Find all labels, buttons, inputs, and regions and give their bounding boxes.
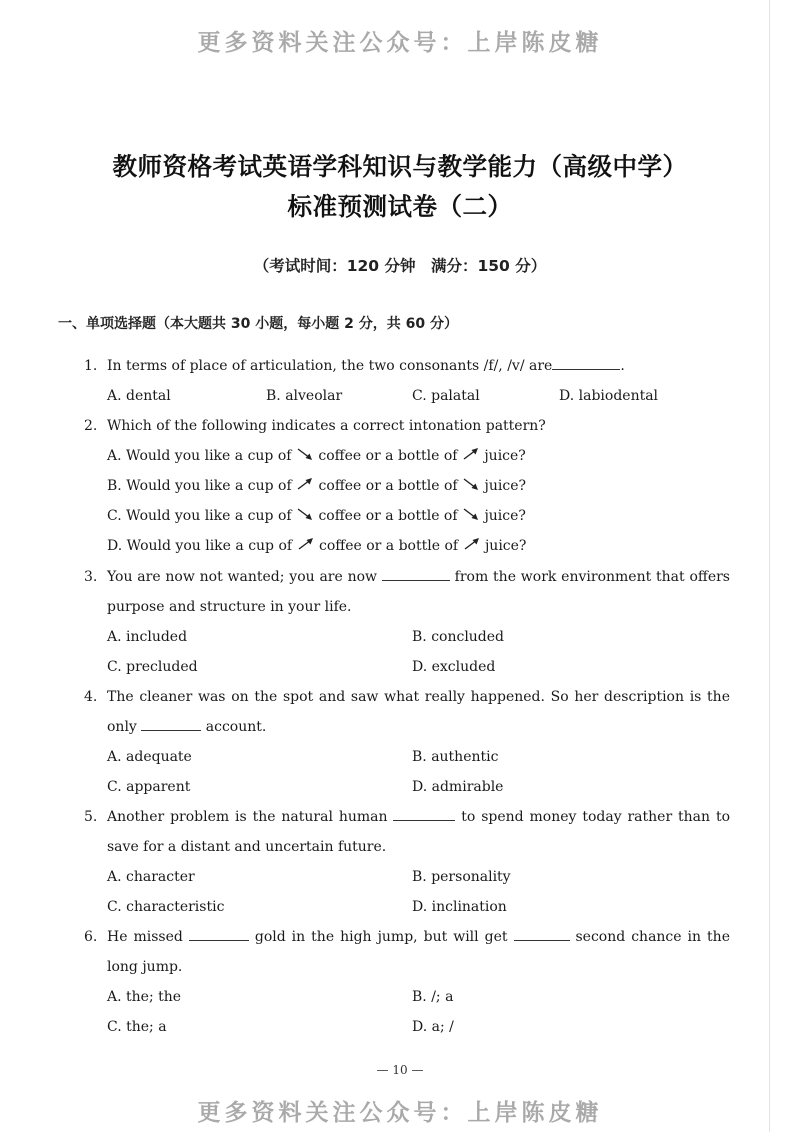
option-a[interactable]: A. dental <box>107 388 171 404</box>
falling-arrow-icon <box>296 507 314 521</box>
answer-blank <box>514 924 570 941</box>
answer-blank <box>393 804 455 821</box>
option-text-part-1: Would you like a cup of <box>126 478 292 494</box>
option-row <box>84 892 730 922</box>
rising-arrow-icon <box>296 477 314 491</box>
question-6 <box>84 922 730 1042</box>
option-a[interactable]: A. the; the <box>107 989 182 1005</box>
question-2 <box>84 411 730 561</box>
question-text-part-2: gold in the high jump, but will get <box>254 929 508 945</box>
option-b[interactable]: B. alveolar <box>266 388 343 404</box>
option-c[interactable] <box>84 501 730 531</box>
answer-blank <box>552 353 620 370</box>
option-text-part-2: coffee or a bottle of <box>318 538 459 554</box>
falling-arrow-icon <box>462 507 480 521</box>
option-d[interactable]: D. a; / <box>412 1019 454 1035</box>
question-4 <box>84 682 730 802</box>
option-d[interactable]: D. inclination <box>412 899 507 915</box>
option-letter: B. <box>107 478 122 494</box>
rising-arrow-icon <box>297 537 315 551</box>
option-row <box>84 1012 730 1042</box>
option-c[interactable]: C. palatal <box>412 388 480 404</box>
option-text-part-2: coffee or a bottle of <box>318 448 458 464</box>
question-stem <box>84 411 730 441</box>
option-row <box>84 742 730 772</box>
question-1 <box>84 351 730 411</box>
question-stem <box>84 802 730 862</box>
falling-arrow-icon <box>462 477 480 491</box>
question-text-part-1: The cleaner was on the spot and saw what really happened. So her description is the only <box>107 689 730 735</box>
option-b[interactable]: B. concluded <box>412 629 505 645</box>
option-c[interactable]: C. apparent <box>107 779 191 795</box>
option-b[interactable] <box>84 471 730 501</box>
option-letter: D. <box>107 538 123 554</box>
rising-arrow-icon <box>463 537 481 551</box>
option-letter: C. <box>107 508 122 524</box>
option-letter: A. <box>107 448 122 464</box>
question-text-part-2: account. <box>205 719 267 735</box>
option-text-part-3: juice? <box>484 538 527 554</box>
option-a[interactable]: A. included <box>107 629 188 645</box>
exam-title-line-2: 标准预测试卷（二） <box>287 192 513 221</box>
option-row <box>84 772 730 802</box>
exam-time-and-score: （考试时间：120 分钟 满分：150 分） <box>253 257 547 275</box>
option-a[interactable]: A. character <box>107 869 195 885</box>
option-row <box>84 982 730 1012</box>
answer-blank <box>189 924 249 941</box>
option-c[interactable]: C. characteristic <box>107 899 225 915</box>
option-b[interactable]: B. personality <box>412 869 511 885</box>
option-d[interactable] <box>84 531 730 561</box>
option-text-part-1: Would you like a cup of <box>126 448 292 464</box>
option-row <box>84 381 730 411</box>
option-text-part-1: Would you like a cup of <box>126 538 293 554</box>
option-d[interactable]: D. labiodental <box>559 388 659 404</box>
exam-title-line-1: 教师资格考试英语学科知识与教学能力（高级中学） <box>112 152 688 181</box>
question-stem <box>84 351 730 381</box>
section-heading: 一、单项选择题（本大题共 30 小题，每小题 2 分，共 60 分） <box>58 316 458 332</box>
option-b[interactable]: B. authentic <box>412 749 499 765</box>
question-text: Which of the following indicates a correct intonation pattern? <box>107 418 546 434</box>
option-d[interactable]: D. admirable <box>412 779 504 795</box>
question-stem <box>84 562 730 622</box>
option-text-part-2: coffee or a bottle of <box>318 508 458 524</box>
question-number: 5. <box>84 809 98 825</box>
option-row <box>84 862 730 892</box>
question-text-part-2: to spend money today rather than to save for a distant and uncertain future. <box>107 809 730 855</box>
option-text-part-3: juice? <box>484 448 526 464</box>
question-text-part-1: He missed <box>107 929 183 945</box>
option-row <box>84 622 730 652</box>
option-c[interactable]: C. the; a <box>107 1019 167 1035</box>
option-d[interactable]: D. excluded <box>412 659 496 675</box>
page-number: — 10 — <box>376 1063 424 1077</box>
question-number: 1. <box>84 358 98 374</box>
question-text: In terms of place of articulation, the two consonants /f/, /v/ are <box>107 358 553 374</box>
option-text-part-3: juice? <box>484 508 526 524</box>
option-row <box>84 652 730 682</box>
question-number: 2. <box>84 418 98 434</box>
question-text-part-1: You are now not wanted; you are now <box>107 569 378 585</box>
rising-arrow-icon <box>462 447 480 461</box>
question-stem <box>84 682 730 742</box>
option-text-part-2: coffee or a bottle of <box>318 478 458 494</box>
option-a[interactable] <box>84 441 730 471</box>
question-5 <box>84 802 730 922</box>
watermark-top: 更多资料关注公众号：上岸陈皮糖 <box>197 30 603 56</box>
question-text-part-1: Another problem is the natural human <box>107 809 388 825</box>
answer-blank <box>382 564 450 581</box>
question-number: 6. <box>84 929 98 945</box>
question-number: 3. <box>84 569 98 585</box>
option-text-part-1: Would you like a cup of <box>126 508 292 524</box>
answer-blank <box>141 714 201 731</box>
option-a[interactable]: A. adequate <box>107 749 192 765</box>
question-stem <box>84 922 730 982</box>
question-3 <box>84 562 730 682</box>
option-c[interactable]: C. precluded <box>107 659 198 675</box>
falling-arrow-icon <box>296 447 314 461</box>
question-number: 4. <box>84 689 98 705</box>
option-text-part-3: juice? <box>484 478 526 494</box>
question-text-end: . <box>620 358 625 374</box>
question-text-part-3: second chance in the long jump. <box>107 929 730 975</box>
question-text-part-2: from the work environment that offers purpose and structure in your life. <box>107 569 730 615</box>
option-b[interactable]: B. /; a <box>412 989 454 1005</box>
watermark-bottom: 更多资料关注公众号：上岸陈皮糖 <box>197 1100 603 1126</box>
